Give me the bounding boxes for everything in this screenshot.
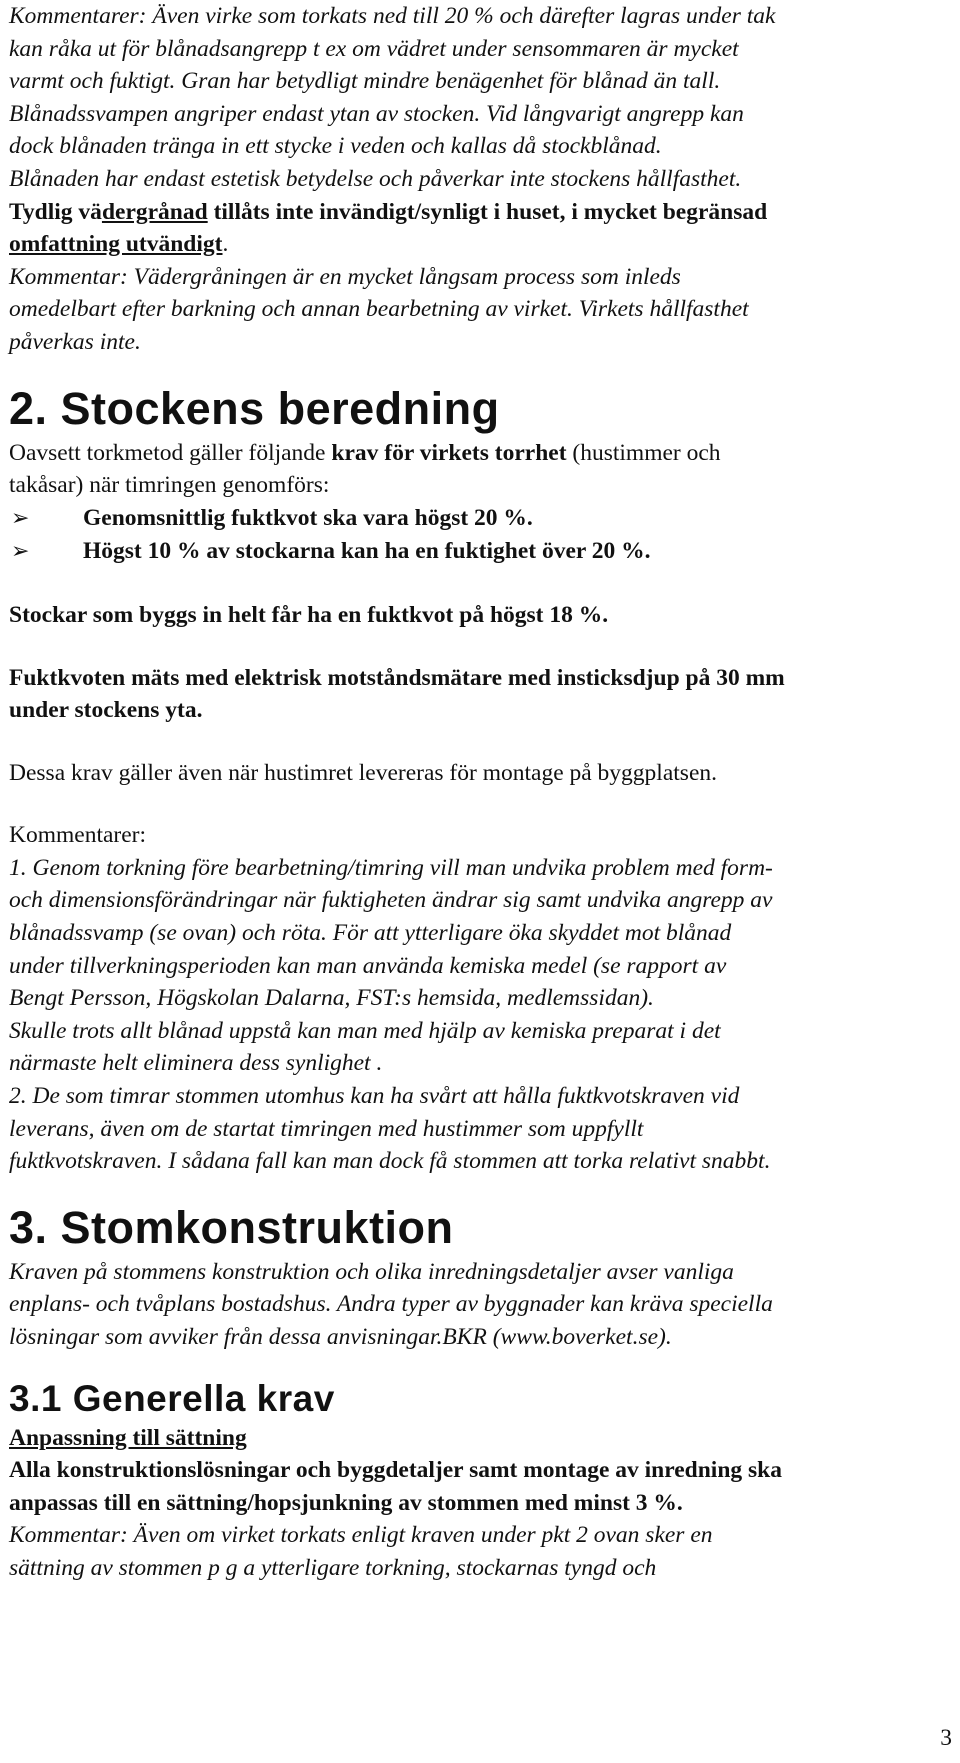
intro-line: takåsar) när timringen genomförs:	[9, 472, 330, 499]
comment-line: Blånaden har endast estetisk betydelse och påverkar inte stockens hållfasthet.	[9, 165, 742, 192]
subheading: Anpassning till sättning	[9, 1424, 247, 1451]
section-heading-3: 3. Stomkonstruktion	[9, 1201, 454, 1253]
intro-bold-text: krav för virkets torrhet	[331, 439, 567, 466]
section-heading-2: 2. Stockens beredning	[9, 382, 500, 434]
comment-line: fuktkvotskraven. I sådana fall kan man dock få stommen att torka relativt snabbt.	[9, 1148, 771, 1175]
section-text-line: Kraven på stommens konstruktion och olika inredningsdetaljer avser vanliga	[9, 1258, 734, 1285]
comment-line: blånadssvamp (se ovan) och röta. För att ytterligare öka skyddet mot blånad	[9, 920, 732, 947]
requirement-line: anpassas till en sättning/hopsjunkning av stommen med minst 3 %.	[9, 1489, 683, 1516]
bullet-text: Genomsnittlig fuktkvot ska vara högst 20 %.	[83, 504, 533, 531]
comments-label: Kommentarer:	[9, 822, 147, 849]
section-heading-3-1: 3.1 Generella krav	[9, 1377, 335, 1419]
arrow-bullet-icon: ➢	[11, 505, 30, 531]
comment-line: dock blånaden tränga in ett stycke i veden och kallas då stockblånad.	[9, 133, 662, 160]
comment-line: varmt och fuktigt. Gran har betydligt mindre benägenhet för blånad än tall.	[9, 68, 721, 95]
comment-line: 2. De som timrar stommen utomhus kan ha svårt att hålla fuktkvotskraven vid	[9, 1083, 740, 1110]
requirement-line: Stockar som byggs in helt får ha en fuktkvot på högst 18 %.	[9, 601, 609, 628]
underlined-term: omfattning utvändigt	[9, 231, 223, 258]
delivery-note: Dessa krav gäller även när hustimret levereras för montage på byggplatsen.	[9, 759, 717, 786]
comment-line: och dimensionsförändringar när fuktigheten ändrar sig samt undvika angrepp av	[9, 887, 773, 914]
intro-line	[9, 437, 951, 470]
comment-line: Kommentarer: Även virke som torkats ned till 20 % och därefter lagras under tak	[9, 3, 776, 29]
bullet-item	[9, 502, 951, 536]
comment-line: Kommentar: Även om virket torkats enligt kraven under pkt 2 ovan sker en	[9, 1522, 713, 1549]
comment-line: närmaste helt eliminera dess synlighet .	[9, 1050, 383, 1077]
underlined-term: dergrånad	[101, 198, 208, 225]
intro-text: (hustimmer och	[566, 439, 721, 466]
comment-line: kan råka ut för blånadsangrepp t ex om vädret under sensommaren är mycket	[9, 35, 739, 62]
section-text-line: enplans- och tvåplans bostadshus. Andra typer av byggnader kan kräva speciella	[9, 1291, 773, 1318]
comment-line: sättning av stommen p g a ytterligare torkning, stockarnas tyngd och	[9, 1554, 657, 1581]
requirement-line: under stockens yta.	[9, 697, 203, 724]
section-text-line: lösningar som avviker från dessa anvisningar.BKR (www.boverket.se).	[9, 1324, 672, 1350]
requirement-line	[9, 196, 951, 229]
comment-line: Blånadssvampen angriper endast ytan av stocken. Vid långvarigt angrepp kan	[9, 100, 744, 127]
comment-line: Kommentar: Vädergråningen är en mycket långsam process som inleds	[9, 263, 681, 290]
comment-line: 1. Genom torkning före bearbetning/timring vill man undvika problem med form-	[9, 854, 773, 881]
bullet-item	[9, 535, 951, 569]
requirement-text: .	[222, 231, 229, 258]
comment-line: leverans, även om de startat timringen med hustimmer som uppfyllt	[9, 1115, 644, 1142]
bullet-text: Högst 10 % av stockarna kan ha en fuktighet över 20 %.	[83, 538, 651, 565]
document-page	[9, 0, 951, 1585]
page-number: 3	[940, 1725, 952, 1751]
arrow-bullet-icon: ➢	[11, 539, 30, 565]
requirement-text: tillåts inte invändigt/synligt i huset, i mycket begränsad	[207, 198, 768, 225]
requirement-text: Tydlig vä	[9, 198, 102, 225]
intro-text: Oavsett torkmetod gäller följande	[9, 439, 332, 466]
requirement-line: Alla konstruktionslösningar och byggdetaljer samt montage av inredning ska	[9, 1457, 782, 1484]
comment-line: under tillverkningsperioden kan man använda kemiska medel (se rapport av	[9, 952, 727, 979]
requirement-line: Fuktkvoten mäts med elektrisk motståndsmätare med insticksdjup på 30 mm	[9, 664, 785, 691]
comment-line: Skulle trots allt blånad uppstå kan man med hjälp av kemiska preparat i det	[9, 1017, 721, 1044]
comment-line: Bengt Persson, Högskolan Dalarna, FST:s hemsida, medlemssidan).	[9, 985, 654, 1012]
comment-line: påverkas inte.	[9, 328, 141, 355]
comment-line: omedelbart efter barkning och annan bearbetning av virket. Virkets hållfasthet	[9, 296, 749, 323]
requirement-line	[9, 228, 951, 261]
